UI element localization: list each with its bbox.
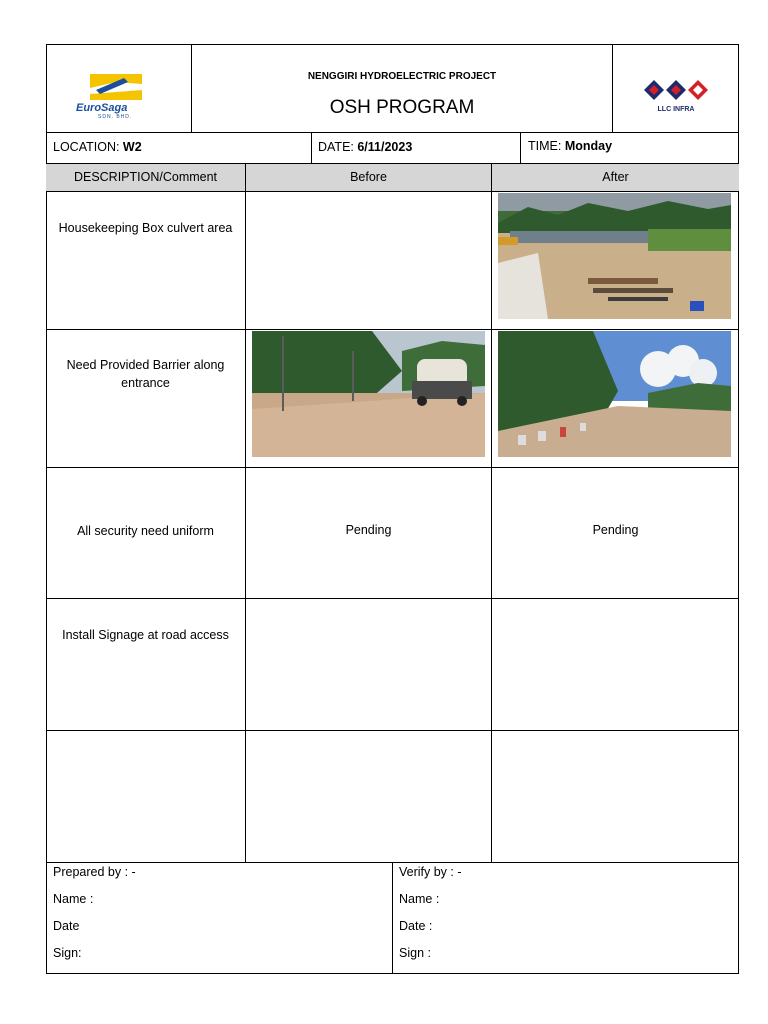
right-logo-cell <box>613 44 739 133</box>
date-value: 6/11/2023 <box>357 140 413 154</box>
time-label: TIME: <box>528 139 565 153</box>
llc-infra-logo-text: LLC INFRA <box>657 106 695 113</box>
column-header-after: After <box>492 164 739 192</box>
row-5-description-cell <box>46 731 246 863</box>
verify-name-label: Name : <box>399 892 440 906</box>
box-culvert-after-photo <box>498 193 731 319</box>
location-label: LOCATION: <box>53 140 123 154</box>
column-header-before: Before <box>246 164 492 192</box>
entrance-before-photo <box>252 331 485 457</box>
verify-by-cell <box>393 863 739 974</box>
row-1-description: Housekeeping Box culvert area <box>58 221 233 235</box>
prepared-date-label: Date <box>53 919 80 933</box>
row-2-description-line-1: Need Provided Barrier along <box>66 358 225 372</box>
prepared-by-cell <box>46 863 393 974</box>
row-2-description <box>46 356 245 392</box>
location-value: W2 <box>122 140 142 154</box>
row-1-after-cell <box>492 192 739 330</box>
prepared-name-label: Name : <box>53 892 94 906</box>
row-2-description-line-2: entrance <box>121 376 170 390</box>
row-1-description-cell <box>46 192 246 330</box>
row-5-after-cell <box>492 731 739 863</box>
row-5-before-cell <box>246 731 492 863</box>
time-value: Monday <box>564 139 613 153</box>
eurosaga-logo-text: EuroSaga <box>76 102 128 114</box>
row-3-before-cell <box>246 468 492 599</box>
row-3-description: All security need uniform <box>77 524 214 538</box>
row-2-after-cell <box>492 330 739 468</box>
row-4-after-cell <box>492 599 739 731</box>
row-2-before-cell <box>246 330 492 468</box>
row-4-before-cell <box>246 599 492 731</box>
row-4-description-cell <box>46 599 246 731</box>
llc-infra-logo <box>642 78 712 108</box>
entrance-after-photo <box>498 331 731 457</box>
page-title: OSH PROGRAM <box>329 97 475 118</box>
project-name: NENGGIRI HYDROELECTRIC PROJECT <box>307 71 497 82</box>
time-cell <box>521 133 739 164</box>
eurosaga-logo-sub: SDN. BHD. <box>98 114 133 120</box>
date-label: DATE: <box>318 140 358 154</box>
verify-by-label: Verify by : - <box>399 865 462 879</box>
verify-date-label: Date : <box>399 919 433 933</box>
column-header-description: DESCRIPTION/Comment <box>46 164 246 192</box>
verify-sign-label: Sign : <box>399 946 431 960</box>
row-2-description-cell <box>46 330 246 468</box>
row-4-description: Install Signage at road access <box>62 628 229 642</box>
prepared-sign-label: Sign: <box>53 946 82 960</box>
location-cell <box>46 133 312 164</box>
row-3-before-status: Pending <box>345 523 392 537</box>
left-logo-cell <box>46 44 192 133</box>
osh-form <box>46 44 739 974</box>
row-3-after-status: Pending <box>592 523 639 537</box>
row-3-after-cell <box>492 468 739 599</box>
row-3-description-cell <box>46 468 246 599</box>
row-1-before-cell <box>246 192 492 330</box>
title-cell <box>192 44 613 133</box>
prepared-by-label: Prepared by : - <box>53 865 136 879</box>
date-cell <box>312 133 521 164</box>
